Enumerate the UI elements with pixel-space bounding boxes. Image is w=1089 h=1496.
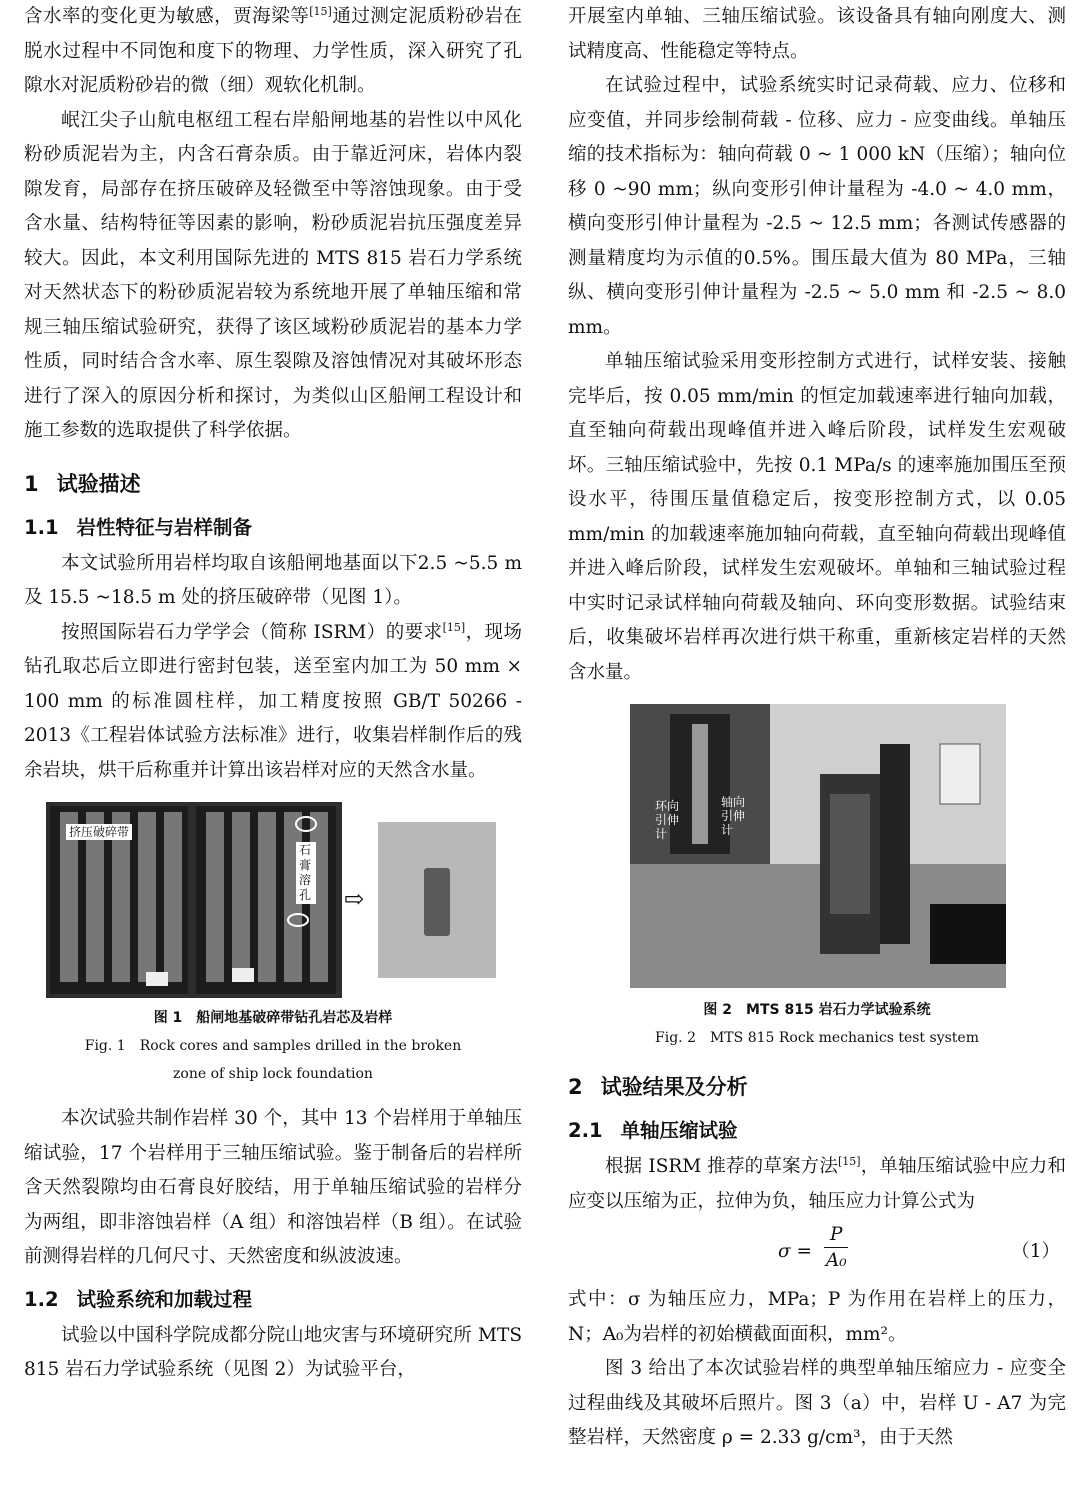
test-system-photo [630, 704, 1006, 988]
test-system-drawing [630, 704, 1006, 988]
equation-fraction: $\frac{P}{\text{A₀}}$ [825, 1224, 847, 1271]
paragraph: 试验以中国科学院成都分院山地灾害与环境研究所 MTS 815 岩石力学试验系统（见图 2）为试验平台， [24, 1324, 522, 1380]
citation: [15] [442, 620, 466, 634]
section-heading: 2 试验结果及分析 [568, 1075, 748, 1099]
paragraph: 在试验过程中，试验系统实时记录荷载、应力、位移和应变值，并同步绘制荷载 - 位移、应力 - 应变曲线。单轴压缩的技术指标为：轴向荷载 0 ~ 1 000 kN（压缩）；轴向位移 0 ~90 mm；纵向变形引伸计量程为 -4.0 ~ 4.0 mm，横向变形引伸计量程为 -2.5 ~ 12.5 mm；各测试传感器的测量精度均为示值的0.5%。围压最大值为 80 MPa，三轴纵、横向变形引伸计量程为 -2.5 ~ 5.0 mm 和 -2.5 ~ 8.0 mm。 [568, 75, 1066, 338]
paragraph: 式中：σ 为轴压应力，MPa；P 为作用在岩样上的压力，N；A₀为岩样的初始横截面面积，mm²。 [568, 1289, 1066, 1345]
paragraph: 本次试验共制作岩样 30 个，其中 13 个岩样用于单轴压缩试验，17 个岩样用于三轴压缩试验。鉴于制备后的岩样所含天然裂隙均由石膏良好胶结，用于单轴压缩试验的岩样分为两组，即非溶蚀岩样（A 组）和溶蚀岩样（B 组）。在试验前测得岩样的几何尺寸、天然密度和纵波波速。 [24, 1108, 522, 1267]
paragraph: 开展室内单轴、三轴压缩试验。该设备具有轴向刚度大、测试精度高、性能稳定等特点。 [568, 6, 1066, 62]
section-heading: 1 试验描述 [24, 471, 141, 496]
subsection-heading: 1.2 试验系统和加载过程 [24, 1287, 253, 1311]
paragraph: 按照国际岩石力学学会（简称 ISRM）的要求[15]，现场钻孔取芯后立即进行密封包装，送至室内加工为 50 mm × 100 mm 的标准圆柱样，加工精度按照 GB/T 50266 - 2013《工程岩体试验方法标准》进行，收集岩样制作后的残余岩块，烘干后称重并计算出该岩样对应的天然含水量。 [24, 620, 522, 781]
figure-1-caption: 图 1 船闸地基破碎带钻孔岩芯及岩样 Fig. 1 Rock cores and samples drilled in the broken zone of ship lock foundation [84, 1010, 462, 1082]
figure-2 [568, 704, 1066, 990]
rock-sample-photo [378, 822, 496, 978]
cylinder-sample [424, 868, 450, 936]
figure-2-caption: 图 2 MTS 815 岩石力学试验系统 Fig. 2 MTS 815 Rock mechanics test system [655, 1002, 979, 1046]
citation: [15] [309, 4, 332, 18]
subsection-heading: 1.1 岩性特征与岩样制备 [24, 515, 253, 539]
paragraph: 含水率的变化更为敏感，贾海梁等[15]通过测定泥质粉砂岩在脱水过程中不同饱和度下的物理、力学性质，深入研究了孔隙水对泥质粉砂岩的微（细）观软化机制。 [24, 4, 522, 96]
label-axial-extensometer: 轴向引伸计 [721, 795, 746, 837]
right-column [568, 0, 1066, 1456]
paragraph: 岷江尖子山航电枢纽工程右岸船闸地基的岩性以中风化粉砂质泥岩为主，内含石膏杂质。由于靠近河床，岩体内裂隙发育，局部存在挤压破碎及轻微至中等溶蚀现象。由于受含水量、结构特征等因素的影响，粉砂质泥岩抗压强度差异较大。因此，本文利用国际先进的 MTS 815 岩石力学系统对天然状态下的粉砂质泥岩较为系统地开展了单轴压缩和常规三轴压缩试验研究，获得了该区域粉砂质泥岩的基本力学性质，同时结合含水率、原生裂隙及溶蚀情况对其破坏形态进行了深入的原因分析和探讨，为类似山区船闸工程设计和施工参数的选取提供了科学依据。 [24, 109, 522, 441]
paragraph: 本文试验所用岩样均取自该船闸地基面以下2.5 ~5.5 m 及 15.5 ~18.5 m 处的挤压破碎带（见图 1）。 [24, 552, 522, 608]
paragraph: 单轴压缩试验采用变形控制方式进行，试样安装、接触完毕后，按 0.05 mm/min 的恒定加载速率进行轴向加载，直至轴向荷载出现峰值并进入峰后阶段，试样发生宏观破坏。三轴压缩试验中，先按 0.1 MPa/s 的速率施加围压至预设水平，待围压量值稳定后，按变形控制方式，以 0.05 mm/min 的加载速率施加轴向荷载，直至轴向荷载出现峰值并进入峰后阶段，试样发生宏观破坏。单轴和三轴试验过程中实时记录试样轴向荷载及轴向、环向变形数据。试验结束后，收集破坏岩样再次进行烘干称重，重新核定岩样的天然含水量。 [568, 351, 1066, 683]
paragraph: 根据 ISRM 推荐的草案方法[15]，单轴压缩试验中应力和应变以压缩为正，拉伸为负，轴压应力计算公式为 [568, 1154, 1066, 1212]
arrow-icon: ⇨ [344, 885, 365, 913]
paragraph: 图 3 给出了本次试验岩样的典型单轴压缩应力 - 应变全过程曲线及其破坏后照片。图 3（a）中，岩样 U - A7 为完整岩样，天然密度 ρ = 2.33 g/cm³，由于天然 [568, 1358, 1066, 1448]
figure-1 [24, 802, 522, 998]
citation: [15] [838, 1154, 861, 1168]
label-gypsum-hole: 石膏溶孔 [296, 842, 316, 904]
label-circumferential-extensometer: 环向引伸计 [655, 799, 680, 841]
subsection-heading: 2.1 单轴压缩试验 [568, 1119, 738, 1142]
equation-lhs: σ = [778, 1241, 813, 1262]
equation-1 [568, 1223, 1066, 1279]
left-column [24, 0, 522, 1388]
equation-number: （1） [1011, 1241, 1060, 1262]
label-crush-zone: 挤压破碎带 [66, 824, 132, 840]
